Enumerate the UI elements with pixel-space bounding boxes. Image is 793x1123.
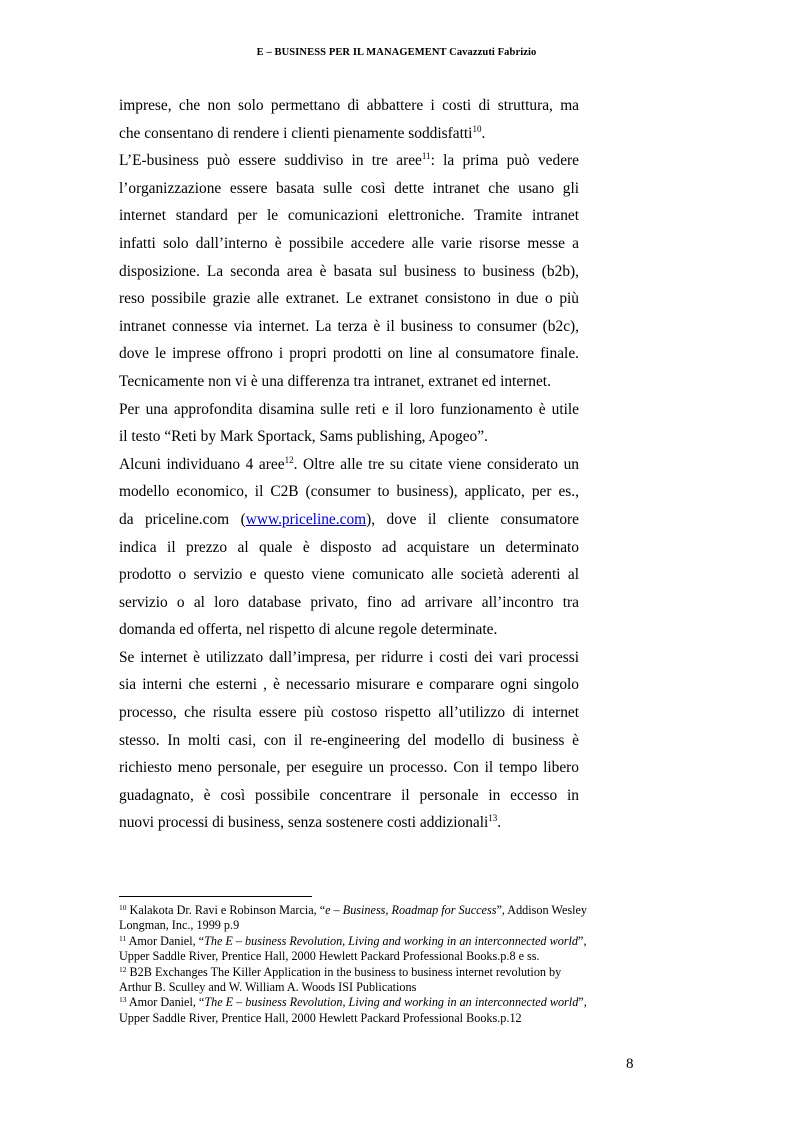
footnote-number: 11 (119, 933, 127, 943)
text-line: sia interni che esterni , è necessario misurare e comparare ogni singolo (119, 676, 579, 694)
footnote-ref[interactable]: 11 (421, 151, 431, 162)
text-line: stesso. In molti casi, con il re-engineering del modello di business è (119, 731, 579, 749)
text-line: domanda ed offerta, nel rispetto di alcune regole determinate. (119, 621, 498, 639)
footnote-ref[interactable]: 10 (472, 123, 482, 134)
text-line: dove le imprese offrono i propri prodotti on line al consumatore finale. (119, 345, 579, 363)
text-line: Per una approfondita disamina sulle reti e il loro funzionamento è utile (119, 400, 579, 418)
footnote-line: Longman, Inc., 1999 p.9 (119, 918, 240, 933)
text-line: indica il prezzo al quale è disposto ad acquistare un determinato (119, 538, 579, 556)
footnote-number: 12 (119, 964, 127, 974)
text-line: Se internet è utilizzato dall’impresa, per ridurre i costi dei vari processi (119, 648, 579, 666)
text-line: che consentano di rendere i clienti pienamente soddisfatti$^{10}$. (119, 123, 486, 142)
text-line: nuovi processi di business, senza sostenere costi addizionali$^{13}$. (119, 813, 502, 832)
text-line: servizio o al loro database privato, fino ad arrivare all’incontro tra (119, 593, 579, 611)
text-line: da priceline.com (www.priceline.com), dove il cliente consumatore (119, 510, 579, 528)
text-line: richiesto meno personale, per eseguire un processo. Con il tempo libero (119, 759, 579, 777)
footnote-line: $^{11}$ Amor Daniel, “The E – business Revolution, Living and working in an interconnected world”, (119, 933, 587, 948)
footnote-ref[interactable]: 13 (488, 813, 498, 824)
footnote-line: Arthur B. Sculley and W. William A. Woods ISI Publications (119, 979, 417, 994)
page-number: 8 (626, 1056, 634, 1072)
text-line: l’organizzazione essere basata sulle così dette intranet che usano gli (119, 179, 579, 197)
text-line: reso possibile grazie alle extranet. Le extranet consistono in due o più (119, 290, 579, 308)
text-line: imprese, che non solo permettano di abbattere i costi di struttura, ma (119, 97, 579, 114)
footnotes (119, 903, 639, 1026)
footnote-line: Upper Saddle River, Prentice Hall, 2000 Hewlett Packard Professional Books.p.8 e ss. (119, 949, 540, 964)
body-text (119, 92, 579, 837)
footnote-line: $^{13}$ Amor Daniel, “The E – business Revolution, Living and working in an interconnected world”, (119, 995, 587, 1010)
running-header: E – BUSINESS PER IL MANAGEMENT Cavazzuti Fabrizio (256, 47, 537, 58)
text-line: prodotto o servizio e questo viene comunicato alle società aderenti al (119, 566, 579, 584)
text-line: guadagnato, è così possibile concentrare il personale in eccesso in (119, 786, 579, 804)
text-line: processo, che risulta essere più costoso rispetto all’utilizzo di internet (119, 704, 579, 722)
text-line: Tecnicamente non vi è una differenza tra intranet, extranet ed internet. (119, 372, 551, 390)
text-line: internet standard per le comunicazioni elettroniche. Tramite intranet (119, 207, 579, 225)
text-line: il testo “Reti by Mark Sportack, Sams publishing, Apogeo”. (119, 428, 488, 446)
text-line: infatti solo dall’interno è possibile accedere alle varie risorse messe a (119, 234, 579, 252)
text-line: disposizione. La seconda area è basata sul business to business (b2b), (119, 262, 579, 280)
footnote-line: $^{10}$ Kalakota Dr. Ravi e Robinson Marcia, “e – Business, Roadmap for Success”, Addison Wesley (119, 903, 587, 917)
text-line: intranet connesse via internet. La terza è il business to consumer (b2c), (119, 317, 579, 335)
priceline-link[interactable]: www.priceline.com (245, 510, 367, 528)
footnote-number: 13 (119, 995, 127, 1005)
text-line: Alcuni individuano 4 aree$^{12}$. Oltre alle tre su citate viene considerato un (119, 454, 579, 473)
footnote-number: 10 (119, 903, 127, 912)
footnote-ref[interactable]: 12 (284, 454, 294, 465)
footnote-separator (119, 896, 312, 897)
text-line: modello economico, il C2B (consumer to business), applicato, per es., (119, 483, 579, 501)
footnote-line: $^{12}$ B2B Exchanges The Killer Application in the business to business internet revolution by (119, 964, 562, 979)
footnote-line: Upper Saddle River, Prentice Hall, 2000 Hewlett Packard Professional Books.p.12 (119, 1010, 522, 1025)
text-line: L’E-business può essere suddiviso in tre aree$^{11}$: la prima può vedere (119, 151, 579, 170)
